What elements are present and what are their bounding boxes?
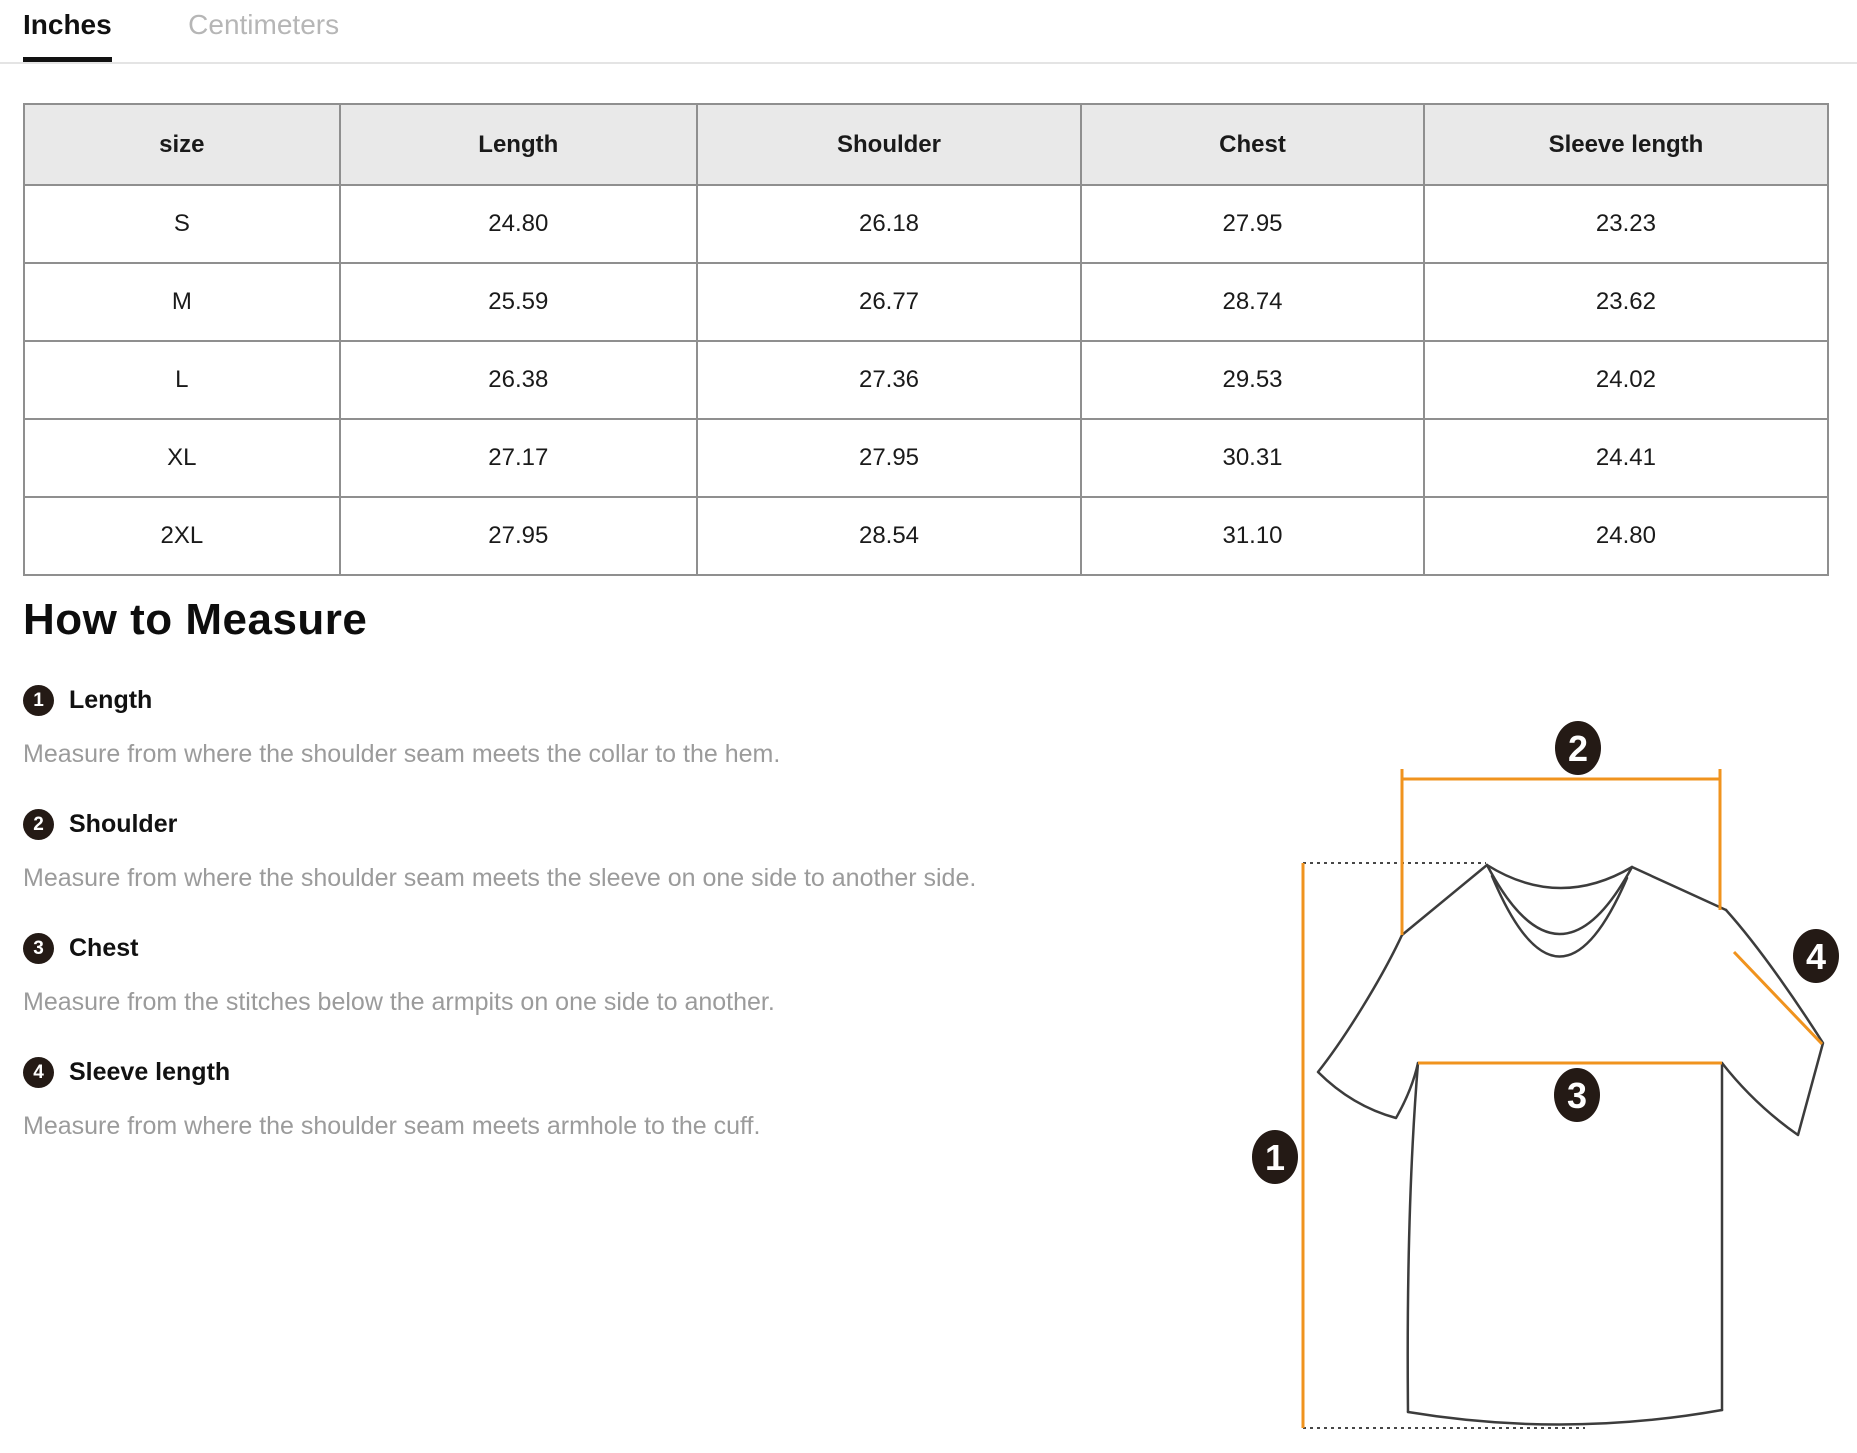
size-table xyxy=(23,103,1829,576)
cell-chest: 30.31 xyxy=(1081,419,1424,497)
badge-2-number: 2 xyxy=(1567,728,1589,769)
measure-item-sleeve-length xyxy=(23,1057,1038,1088)
cell-sleeve: 23.23 xyxy=(1424,185,1828,263)
cell-shoulder: 26.77 xyxy=(697,263,1081,341)
how-to-measure-section xyxy=(23,595,1038,1141)
cell-size: 2XL xyxy=(24,497,340,575)
measure-item-description: Measure from where the shoulder seam meets the sleeve on one side to another side. xyxy=(23,864,977,892)
cell-shoulder: 26.18 xyxy=(697,185,1081,263)
table-row xyxy=(24,263,1828,341)
cell-length: 25.59 xyxy=(340,263,697,341)
diagram-badge-4 xyxy=(1793,929,1839,983)
column-header-chest: Chest xyxy=(1081,104,1424,185)
step-1-badge: 1 xyxy=(23,685,54,716)
tab-inches[interactable]: Inches xyxy=(23,0,112,62)
cell-size: M xyxy=(24,263,340,341)
cell-size: L xyxy=(24,341,340,419)
tshirt-measure-diagram xyxy=(1050,590,1857,1453)
section-title: How to Measure xyxy=(23,595,368,644)
cell-sleeve: 24.80 xyxy=(1424,497,1828,575)
measure-item-label: Shoulder xyxy=(69,810,178,838)
tshirt-left-side-seam xyxy=(1408,1063,1418,1412)
badge-4-number: 4 xyxy=(1805,936,1827,977)
tshirt-left-sleeve xyxy=(1318,935,1418,1118)
measure-item-description: Measure from where the shoulder seam meets armhole to the cuff. xyxy=(23,1112,761,1140)
measure-item-label: Chest xyxy=(69,934,139,962)
cell-shoulder: 27.95 xyxy=(697,419,1081,497)
measure-item-description: Measure from the stitches below the armpits on one side to another. xyxy=(23,988,775,1016)
cell-chest: 28.74 xyxy=(1081,263,1424,341)
table-row xyxy=(24,419,1828,497)
tshirt-collar xyxy=(1487,865,1632,888)
table-row xyxy=(24,341,1828,419)
column-header-shoulder: Shoulder xyxy=(697,104,1081,185)
cell-chest: 31.10 xyxy=(1081,497,1424,575)
tshirt-outline-drawing xyxy=(1318,865,1823,1425)
unit-tabs xyxy=(0,0,1857,64)
cell-sleeve: 24.41 xyxy=(1424,419,1828,497)
column-header-sleeve-length: Sleeve length xyxy=(1424,104,1828,185)
cell-length: 24.80 xyxy=(340,185,697,263)
cell-size: S xyxy=(24,185,340,263)
diagram-badge-3 xyxy=(1554,1068,1600,1122)
tab-centimeters[interactable]: Centimeters xyxy=(188,9,340,40)
measure-item-shoulder xyxy=(23,809,1038,840)
cell-sleeve: 23.62 xyxy=(1424,263,1828,341)
diagram-badge-1 xyxy=(1252,1130,1298,1184)
cell-length: 26.38 xyxy=(340,341,697,419)
measure-item-label: Sleeve length xyxy=(69,1058,231,1086)
cell-length: 27.95 xyxy=(340,497,697,575)
cell-shoulder: 28.54 xyxy=(697,497,1081,575)
tshirt-left-shoulder-seam xyxy=(1402,865,1487,935)
diagram-badge-2 xyxy=(1555,721,1601,775)
badge-1-number: 1 xyxy=(1264,1137,1286,1178)
measure-item-label: Length xyxy=(69,686,153,714)
tshirt-right-shoulder-seam xyxy=(1632,867,1726,910)
size-table-header-row xyxy=(24,104,1828,185)
table-row xyxy=(24,497,1828,575)
column-header-size: size xyxy=(24,104,340,185)
step-3-badge: 3 xyxy=(23,933,54,964)
cell-size: XL xyxy=(24,419,340,497)
measure-item-description: Measure from where the shoulder seam meets the collar to the hem. xyxy=(23,740,781,768)
cell-chest: 27.95 xyxy=(1081,185,1424,263)
cell-length: 27.17 xyxy=(340,419,697,497)
cell-shoulder: 27.36 xyxy=(697,341,1081,419)
measure-item-length xyxy=(23,685,1038,716)
badge-3-number: 3 xyxy=(1566,1075,1588,1116)
measure-item-chest xyxy=(23,933,1038,964)
step-2-badge: 2 xyxy=(23,809,54,840)
cell-sleeve: 24.02 xyxy=(1424,341,1828,419)
column-header-length: Length xyxy=(340,104,697,185)
cell-chest: 29.53 xyxy=(1081,341,1424,419)
step-4-badge: 4 xyxy=(23,1057,54,1088)
table-row xyxy=(24,185,1828,263)
tshirt-hem xyxy=(1408,1410,1722,1425)
